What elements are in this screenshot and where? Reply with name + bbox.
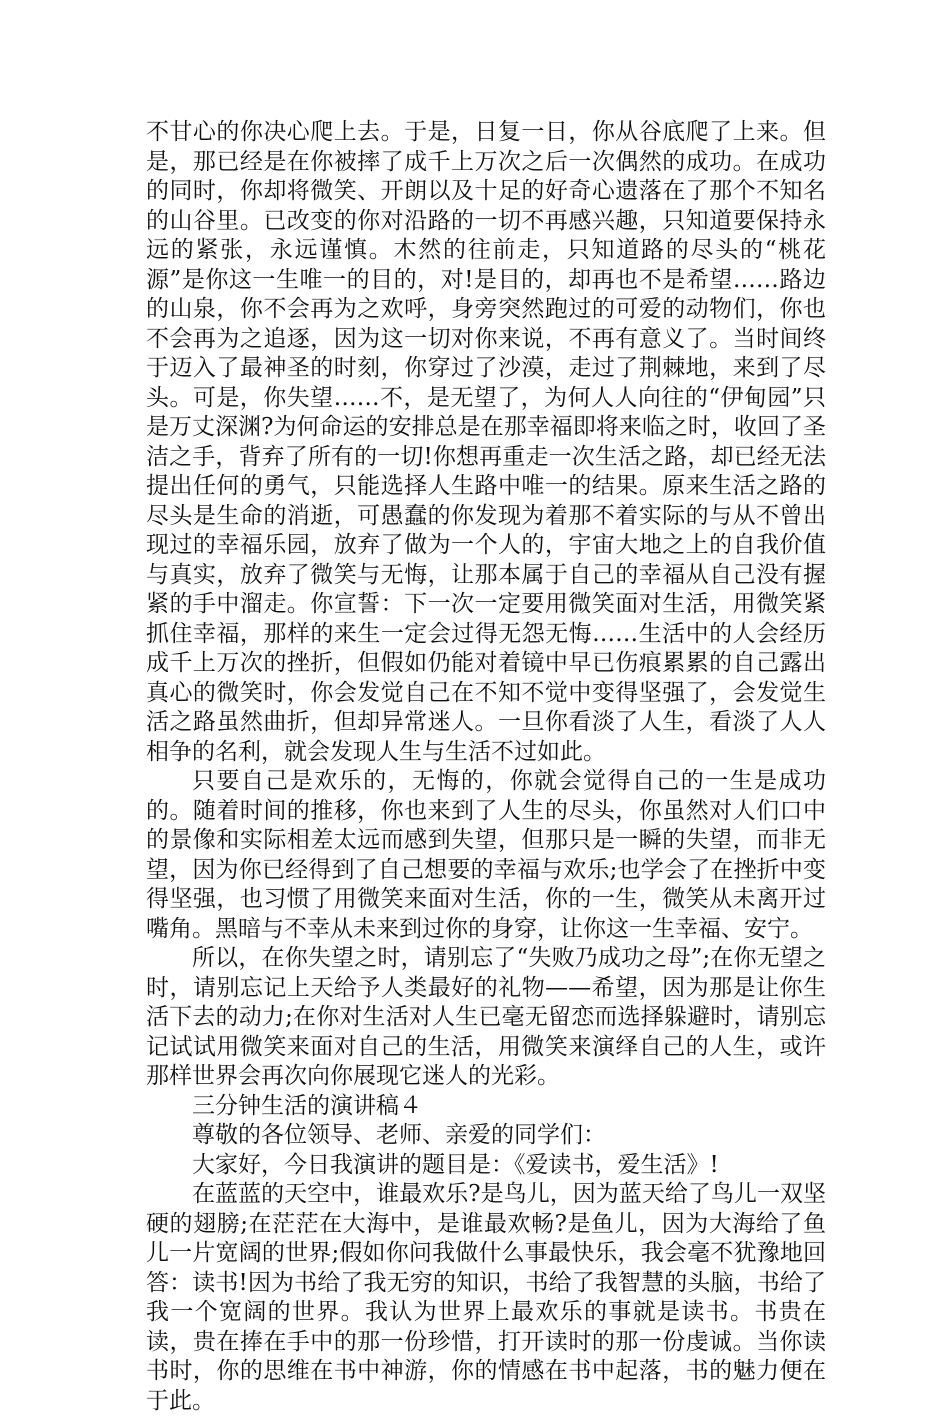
speech-title: 三分钟生活的演讲稿４ [192,1092,422,1119]
paragraph-1: 不甘心的你决心爬上去。于是，日复一日，你从谷底爬了上来。但是，那已经是在你被摔了成千上万次之后一次偶然的成功。在成功的同时，你却将微笑、开朗以及十足的好奇心遗落在了那个不知名的山谷里。已改变的你对沿路的一切不再感兴趣，只知道要保持永远的紧张，永远谨慎。木然的往前走，只知道路的尽头的“桃花源”是你这一生唯一的目的，对!是目的，却再也不是希望……路边的山泉，你不会再为之欢呼，身旁突然跑过的可爱的动物们，你也不会再为之追逐，因为这一切对你来说，不再有意义了。当时间终于迈入了最神圣的时刻，你穿过了沙漠，走过了荆棘地，来到了尽头。可是，你失望……不，是无望了，为何人人向往的“伊甸园”只是万丈深渊?为何命运的安排总是在那幸福即将来临之时，收回了圣洁之手，背弃了所有的一切!你想再重走一次生活之路，却已经无法提出任何的勇气，只能选择人生路中唯一的结果。原来生活之路的尽头是生命的消逝，可愚蠢的你发现为着那不着实际的与从不曾出现过的幸福乐园，放弃了做为一个人的，宇宙大地之上的自我价值与真实，放弃了微笑与无悔，让那本属于自己的幸福从自己没有握紧的手中溜走。你宣誓：下一次一定要用微笑面对生活，用微笑紧抓住幸福，那样的来生一定会过得无怨无悔……生活中的人会经历成千上万次的挫折，但假如仍能对着镜中早已伤痕累累的自己露出真心的微笑时，你会发觉自己在不知不觉中变得坚强了，会发觉生活之路虽然曲折，但却异常迷人。一旦你看淡了人生，看淡了人人相争的名利，就会发现人生与生活不过如此。 [146,119,826,765]
paragraph-2: 只要自己是欢乐的，无悔的，你就会觉得自己的一生是成功的。随着时间的推移，你也来到了人生的尽头，你虽然对人们口中的景像和实际相差太远而感到失望，但那只是一瞬的失望，而非无望，因为你已经得到了自己想要的幸福与欢乐;也学会了在挫折中变得坚强，也习惯了用微笑来面对生活，你的一生，微笑从未离开过嘴角。黑暗与不幸从未来到过你的身穿，让你这一生幸福、安宁。 [146,768,826,942]
document-body [146,118,826,1416]
speech-intro: 大家好，今日我演讲的题目是：《爱读书，爱生活》! [192,1151,719,1178]
paragraph-7: 在蓝蓝的天空中，谁最欢乐?是鸟儿，因为蓝天给了鸟儿一双坚硬的翅膀;在茫茫在大海中，是谁最欢畅?是鱼儿，因为大海给了鱼儿一片宽阔的世界;假如你问我做什么事最快乐，我会毫不犹豫地回答：读书!因为书给了我无穷的知识，书给了我智慧的头脑，书给了我一个宽阔的世界。我认为世界上最欢乐的事就是读书。书贵在读，贵在捧在手中的那一份珍惜，打开读时的那一份虔诚。当你读书时，你的思维在书中神游，你的情感在书中起落，书的魅力便在于此。 [146,1181,826,1414]
salutation: 尊敬的各位领导、老师、亲爱的同学们： [192,1122,606,1148]
paragraph-3: 所以，在你失望之时，请别忘了“失败乃成功之母”;在你无望之时，请别忘记上天给予人类最好的礼物——希望，因为那是让你生活下去的动力;在你对生活对人生已毫无留恋而选择躲避时，请别忘记试试用微笑来面对自己的生活，用微笑来演绎自己的人生，或许那样世界会再次向你展现它迷人的光彩。 [146,945,826,1089]
